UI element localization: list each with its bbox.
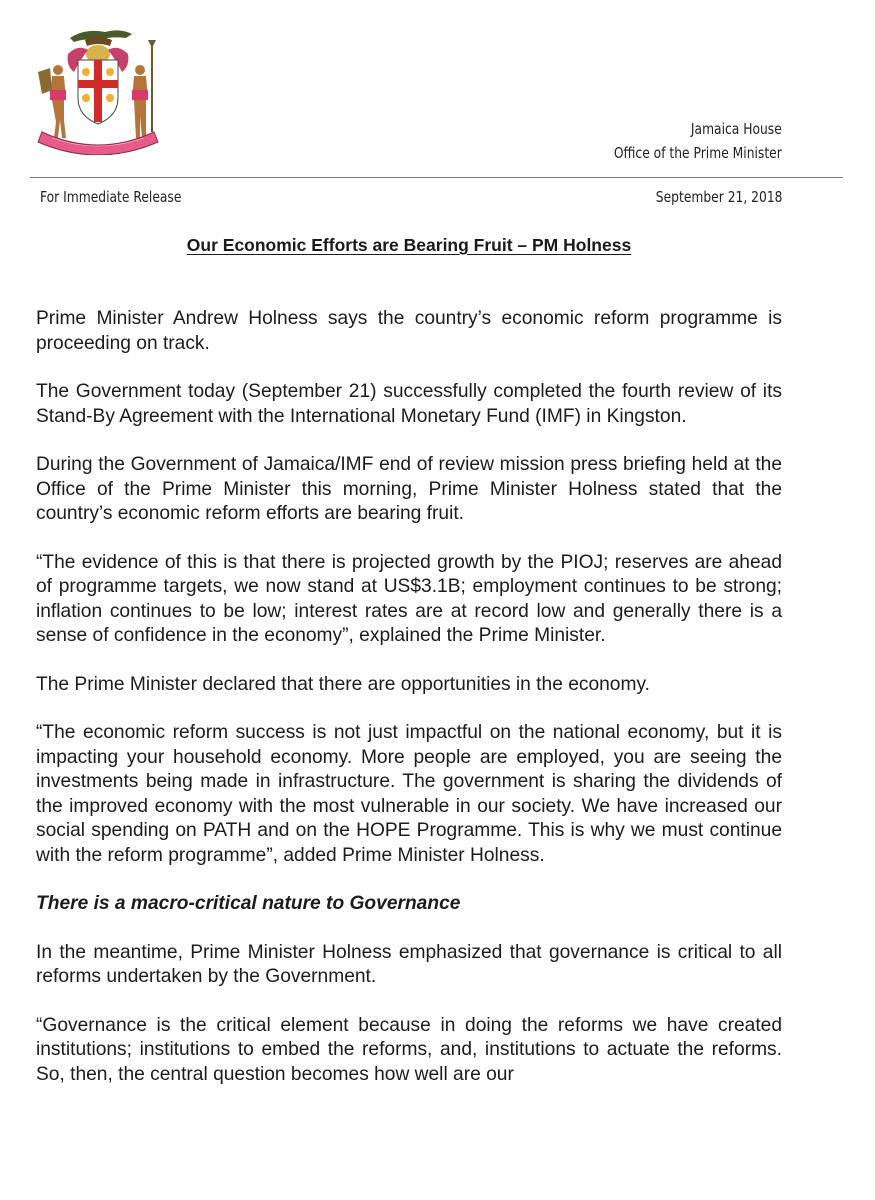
headline: Our Economic Efforts are Bearing Fruit – PM Holness — [186, 235, 632, 255]
release-date: September 21, 2018 — [655, 188, 782, 206]
paragraph: The Government today (September 21) successfully completed the fourth review of its Stand-By Agreement with the International Monetary Fund (IMF) in Kingston. — [36, 381, 782, 427]
office-block — [614, 117, 782, 165]
section-subheading: There is a macro-critical nature to Governance — [36, 893, 461, 914]
paragraph: “The evidence of this is that there is projected growth by the PIOJ; reserves are ahead of programme targets, we now stand at US$3.1B; employment continues to be strong; inflation continues to be low; interest rates are at record low and generally there is a sense of confidence in the economy”, explained the Prime Minister. — [36, 551, 782, 646]
header-divider — [30, 177, 843, 178]
jamaica-coat-of-arms-icon — [30, 20, 165, 155]
body-text — [36, 307, 782, 1087]
paragraph: Prime Minister Andrew Holness says the country’s economic reform programme is proceeding on track. — [36, 308, 782, 354]
release-label: For Immediate Release — [40, 188, 182, 206]
office-line-1: Jamaica House — [691, 120, 782, 138]
paragraph: “Governance is the critical element because in doing the reforms we have created institutions; institutions to embed the reforms, and, institutions to actuate the reforms. So, then, the central question becomes how well are our — [36, 1014, 782, 1085]
paragraph: During the Government of Jamaica/IMF end of review mission press briefing held at the Office of the Prime Minister this morning, Prime Minister Holness stated that the country’s economic reform efforts are bearing fruit. — [36, 454, 782, 524]
paragraph: In the meantime, Prime Minister Holness emphasized that governance is critical to all reforms undertaken by the Government. — [36, 941, 782, 987]
paragraph: “The economic reform success is not just impactful on the national economy, but it is impacting your household economy. More people are employed, you are seeing the investments being made in infrastructure. The government is sharing the dividends of the improved economy with the most vulnerable in our society. We have increased our social spending on PATH and on the HOPE Programme. This is why we must continue with the reform programme”, added Prime Minister Holness. — [36, 722, 782, 866]
office-line-2: Office of the Prime Minister — [614, 144, 782, 162]
paragraph: The Prime Minister declared that there are opportunities in the economy. — [36, 673, 650, 695]
